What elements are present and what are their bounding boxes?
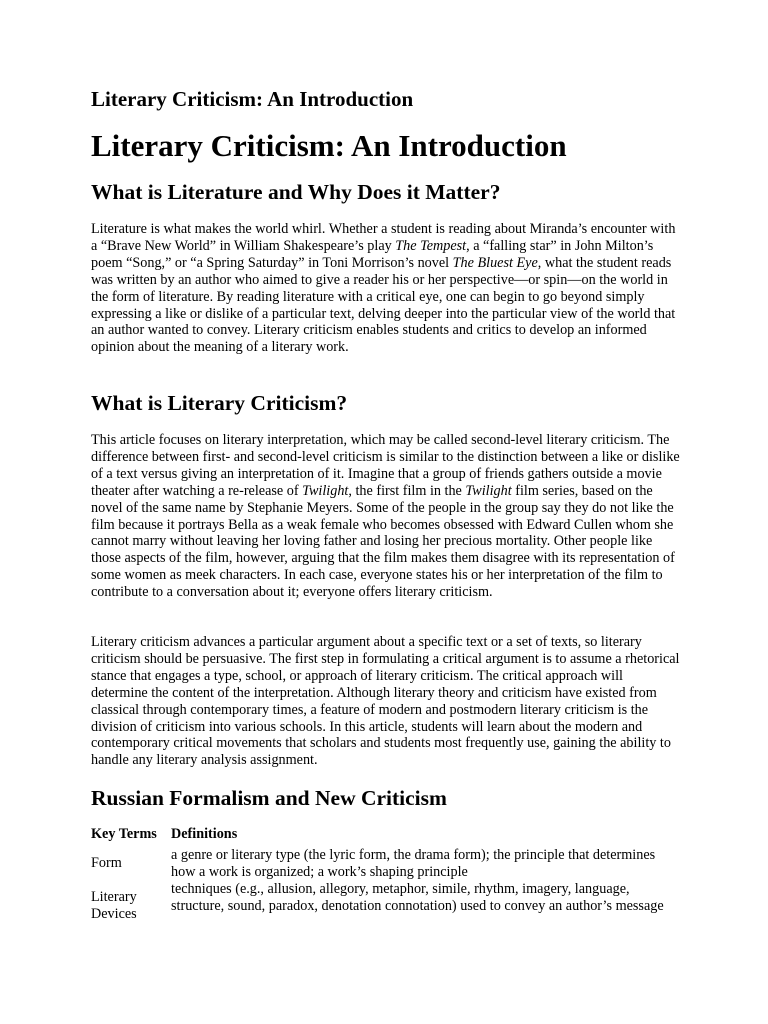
title-the-tempest: The Tempest	[395, 237, 467, 254]
table-cell-definition: a genre or literary type (the lyric form, the drama form); the principle that determines how a work is organized; a work’s shaping principle	[171, 847, 656, 880]
text-run: Literature is what makes the world whirl. Whether a student is reading about Miranda’s encounter with a “Brave New World” in William Shakespeare’s play	[91, 221, 676, 254]
document-title: Literary Criticism: An Introduction	[91, 87, 414, 111]
section-heading-russian-formalism: Russian Formalism and New Criticism	[91, 786, 447, 810]
table-cell-term: Form	[91, 855, 122, 871]
paragraph-criticism-1	[91, 432, 681, 601]
text-run: , what the student reads was written by an author who aimed to give a reader his or her perspective—or spin—on the world in the form of literature. By reading literature with a critical eye, one can begin to go beyond simply expressing a like or dislike of a particular text, delving deeper into the particular view of the world that an author wanted to convey. Literary criticism enables students and critics to develop an informed opinion about the meaning of a literary work.	[91, 254, 676, 356]
title-the-bluest-eye: The Bluest Eye	[452, 254, 538, 271]
table-cell-definition: techniques (e.g., allusion, allegory, metaphor, simile, rhythm, imagery, language, structure, sound, paradox, denotation connotation) used to convey an author’s message	[171, 881, 664, 914]
title-twilight: Twilight	[302, 482, 349, 499]
page-title: Literary Criticism: An Introduction	[91, 128, 567, 163]
text-run: , a “falling star” in John Milton’s poem “Song,” or “a Spring Saturday” in Toni Morrison’s novel	[91, 237, 654, 271]
paragraph-literature	[91, 221, 681, 356]
section-heading-criticism: What is Literary Criticism?	[91, 391, 348, 415]
text-run: This article focuses on literary interpretation, which may be called second-level literary criticism. The difference between first- and second-level criticism is similar to the distinction between a like or dislike of a text versus giving an interpretation of it. Imagine that a group of friends gathers outside a movie theater after watching a re-release of	[91, 432, 680, 499]
table-header-key-terms: Key Terms	[91, 826, 157, 842]
text-run: , the first film in the	[348, 482, 466, 499]
section-heading-literature: What is Literature and Why Does it Matter?	[91, 180, 501, 204]
table-cell-term: Literary Devices	[91, 889, 137, 922]
table-header-definitions: Definitions	[171, 826, 238, 842]
text-run: film series, based on the novel of the same name by Stephanie Meyers. Some of the people in the group say they do not like the film because it portrays Bella as a weak female who becomes obsessed with Edward Cullen whom she cannot marry without leaving her loving father and losing her precious mortality. Other people like those aspects of the film, however, arguing that the film makes them disagree with its representation of some women as meek characters. In each case, everyone states his or her interpretation of the film to contribute to a conversation about it; everyone offers literary criticism.	[91, 482, 675, 601]
title-twilight: Twilight	[465, 482, 512, 499]
paragraph-criticism-2: Literary criticism advances a particular argument about a specific text or a set of texts, so literary criticism should be persuasive. The first step in formulating a critical argument is to assume a rhetorical stance that engages a type, school, or approach of literary criticism. The critical approach will determine the content of the interpretation. Although literary theory and criticism have existed from classical through contemporary times, a feature of modern and postmodern literary criticism is the division of criticism into various schools. In this article, students will learn about the modern and contemporary critical movements that scholars and students most frequently use, gaining the ability to handle any literary analysis assignment.	[91, 634, 680, 769]
